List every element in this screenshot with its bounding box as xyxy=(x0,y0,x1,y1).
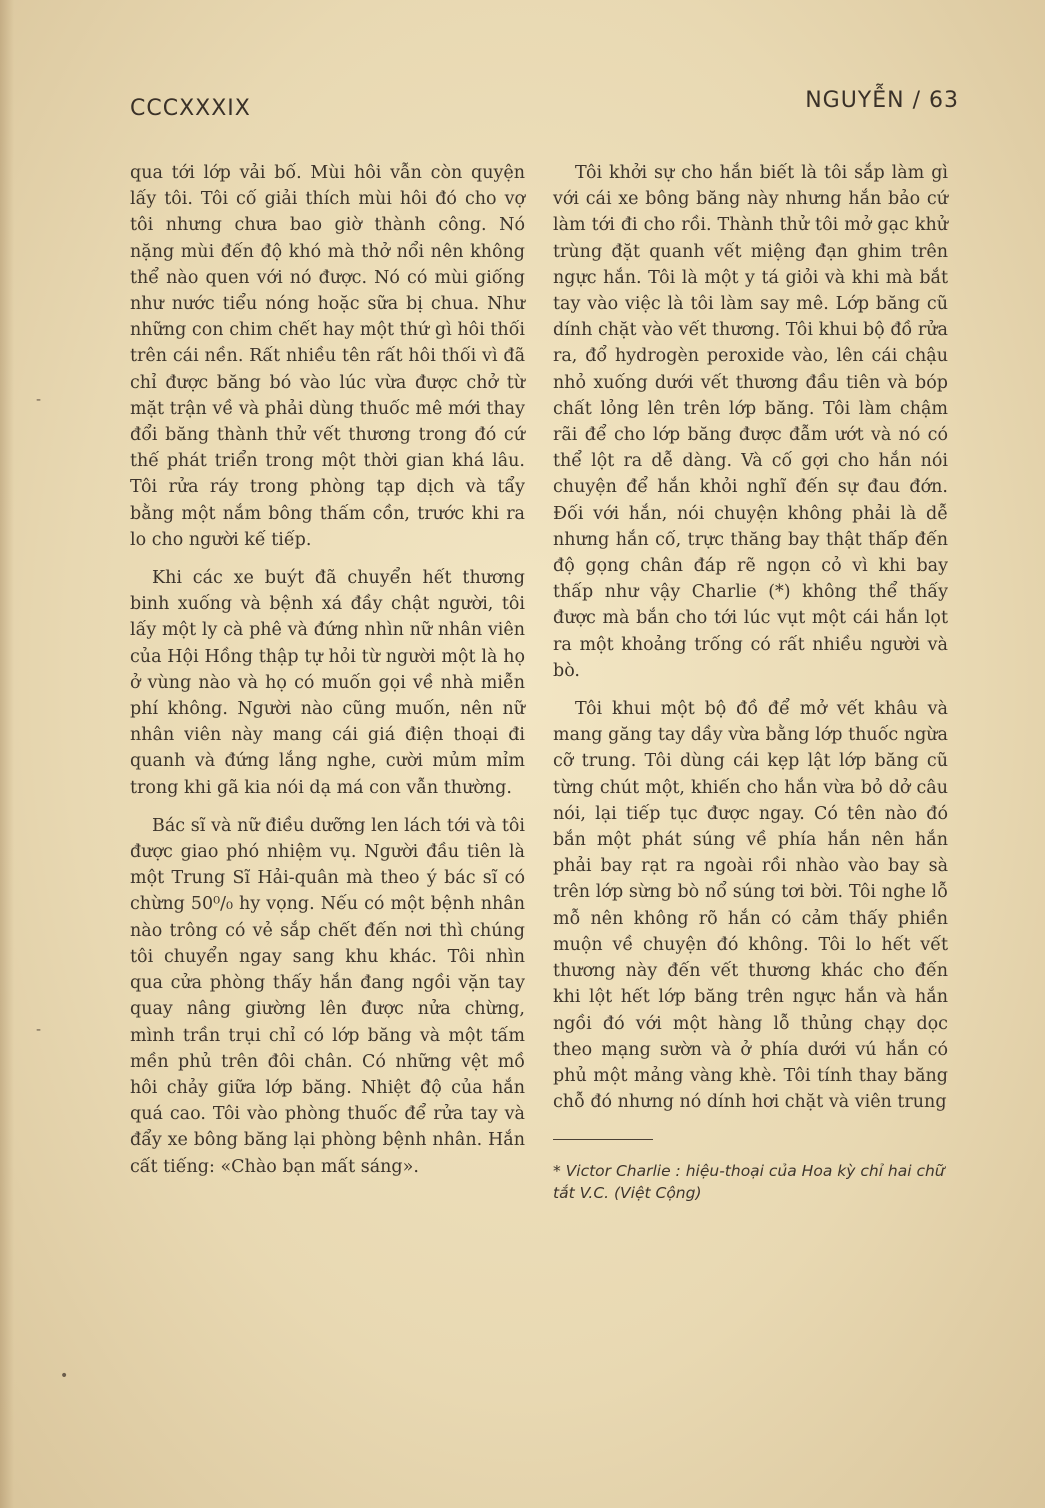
left-column xyxy=(130,160,525,1192)
page-binding-shadow xyxy=(0,0,14,1508)
margin-mark: • xyxy=(60,1368,69,1384)
paragraph: Bác sĩ và nữ điều dưỡng len lách tới và tôi được giao phó nhiệm vụ. Người đầu tiên là một Trung Sĩ Hải-quân mà theo ý bác sĩ có chừng 50⁰/₀ hy vọng. Nếu có một bệnh nhân nào trông có vẻ sắp chết đến nơi thì chúng tôi chuyển ngay sang khu khác. Tôi nhìn qua cửa phòng thấy hắn đang ngồi vặn tay quay nâng giường lên được nửa chừng, mình trần trụi chỉ có lớp băng và một tấm mền phủ trên đôi chân. Có những vệt mồ hôi chảy giữa lớp băng. Nhiệt độ của hắn quá cao. Tôi vào phòng thuốc để rửa tay và đẩy xe bông băng lại phòng bệnh nhân. Hắn cất tiếng: «Chào bạn mất sáng». xyxy=(130,815,525,1177)
margin-mark: - xyxy=(36,1022,42,1038)
footnote: * Victor Charlie : hiệu-thoại của Hoa kỳ chỉ hai chữ tắt V.C. (Việt Cộng) xyxy=(553,1162,945,1203)
paragraph: Tôi khởi sự cho hắn biết là tôi sắp làm gì với cái xe bông băng này nhưng hắn bảo cứ làm tới đi cho rồi. Thành thử tôi mở gạc khử trùng đặt quanh vết miệng đạn ghim trên ngực hắn. Tôi là một y tá giỏi và khi mà bắt tay vào việc là tôi làm say mê. Lớp băng cũ dính chặt vào vết thương. Tôi khui bộ đồ rửa ra, đổ hydrogèn peroxide vào, lên cái chậu nhỏ xuống dưới vết thương đầu tiên và bóp chất lỏng lên trên lớp băng. Tôi làm chậm rãi để cho lớp băng được đẫm ướt và nó có thể lột ra dễ dàng. Và cố gợi cho hắn nói chuyện để hắn khỏi nghĩ đến sự đau đớn. Đối với hắn, nói chuyện không phải là dễ nhưng hắn cố, trực thăng bay thật thấp đến độ gọng chân đáp rẽ ngọn cỏ vì khi bay thấp như vậy Charlie (*) không thể thấy được mà bắn cho tới lúc vụt một cái hắn lọt ra một khoảng trống có rất nhiều người và bò. xyxy=(553,163,948,681)
footnote-divider xyxy=(553,1139,653,1140)
paragraph: Tôi khui một bộ đồ để mở vết khâu và mang găng tay dầy vừa bằng lớp thuốc ngừa cỡ trung. Tôi dùng cái kẹp lật lớp băng cũ từng chút một, khiến cho hắn vừa bỏ dở câu nói, lại tiếp tục được ngay. Có tên nào đó bắn một phát súng về phía hắn nên hắn phải bay rạt ra ngoài rồi nhào vào bay sà trên lớp sừng bò nổ súng tơi bời. Tôi nghe lỗ mỗ nên không rõ hắn có cảm thấy phiền muộn về chuyện đó không. Tôi lo hết vết thương này đến vết thương khác cho đến khi lột hết lớp băng trên ngực hắn và hắn ngồi đó với một hàng lỗ thủng chạy dọc theo mạng sườn và ở phía dưới vú hắn có phủ một mảng vàng khè. Tôi tính thay băng chỗ đó nhưng nó dính hơi chặt và viên trung xyxy=(553,699,948,1113)
paragraph: qua tới lớp vải bố. Mùi hôi vẫn còn quyện lấy tôi. Tôi cố giải thích mùi hôi đó cho vợ tôi nhưng chưa bao giờ thành công. Nó nặng mùi đến độ khó mà thở nổi nên không thể nào quen với nó được. Nó có mùi giống như nước tiểu nóng hoặc sữa bị chua. Như những con chim chết hay một thứ gì hôi thối trên cái nền. Rất nhiều tên rất hôi thối vì đã chỉ được băng bó vào lúc vừa được chở từ mặt trận về và phải dùng thuốc mê mới thay đổi băng thành thử vết thương trong đó cứ thế phát triển trong một thời gian khá lâu. Tôi rửa ráy trong phòng tạp dịch và tẩy bằng một nắm bông thấm cồn, trước khi ra lo cho người kế tiếp. xyxy=(130,163,525,550)
running-title: NGUYỄN / 63 xyxy=(805,88,959,113)
chapter-number: CCCXXXIX xyxy=(130,96,251,121)
right-column xyxy=(553,160,948,1204)
margin-mark: - xyxy=(36,392,42,408)
paragraph: Khi các xe buýt đã chuyển hết thương binh xuống và bệnh xá đầy chật người, tôi lấy một ly cà phê và đứng nhìn nữ nhân viên của Hội Hồng thập tự hỏi từ người một là họ ở vùng nào và họ có muốn gọi về nhà miễn phí không. Người nào cũng muốn, nên nữ nhân viên này mang cái giá điện thoại đi quanh và đứng lắng nghe, cười mủm mỉm trong khi gã kia nói dạ má con vẫn thường. xyxy=(130,568,525,798)
